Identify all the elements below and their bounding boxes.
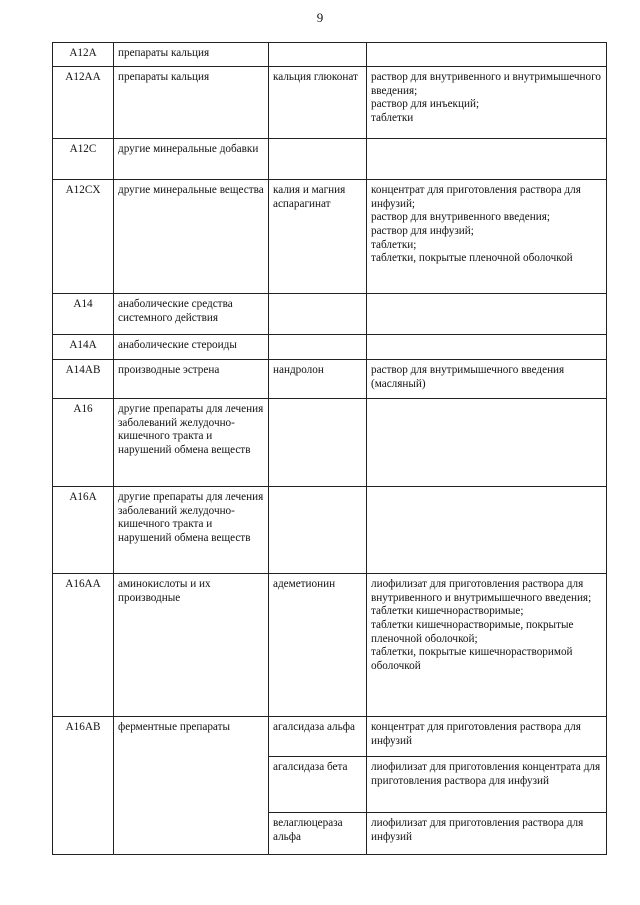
dosage-form-line: раствор для инфузий; <box>371 224 474 237</box>
group-name: аминокислоты и их производные <box>114 574 269 717</box>
dosage-forms <box>367 67 607 139</box>
drug-name <box>269 139 367 180</box>
dosage-form-line: таблетки; <box>371 238 417 251</box>
drug-name: кальция глюконат <box>269 67 367 139</box>
atc-code: A16AB <box>53 717 114 855</box>
dosage-forms <box>367 180 607 294</box>
group-name: другие препараты для лечения заболеваний желудочно-кишечного тракта и нарушений обмена веществ <box>114 399 269 487</box>
group-name: препараты кальция <box>114 43 269 67</box>
table-row <box>53 574 607 717</box>
table-row <box>53 139 607 180</box>
drug-name: агалсидаза альфа <box>269 717 367 757</box>
dosage-form-line: таблетки, покрытые пленочной оболочкой <box>371 252 573 265</box>
table-row <box>53 43 607 67</box>
atc-code: A12A <box>53 43 114 67</box>
atc-code: A16A <box>53 487 114 574</box>
drug-name <box>269 335 367 360</box>
drug-name <box>269 487 367 574</box>
group-name: анаболические стероиды <box>114 335 269 360</box>
drug-name <box>269 399 367 487</box>
atc-code: A14 <box>53 294 114 335</box>
atc-code: A12AA <box>53 67 114 139</box>
group-name: другие препараты для лечения заболеваний желудочно-кишечного тракта и нарушений обмена веществ <box>114 487 269 574</box>
dosage-form-line: концентрат для приготовления раствора для инфузий; <box>371 184 581 210</box>
dosage-forms <box>367 487 607 574</box>
dosage-form-line: лиофилизат для приготовления раствора для внутривенного и внутримышечного введения; <box>371 578 592 604</box>
group-name: анаболические средства системного действия <box>114 294 269 335</box>
table-row <box>53 399 607 487</box>
group-name: препараты кальция <box>114 67 269 139</box>
atc-code: A16AA <box>53 574 114 717</box>
drug-name: велаглюцераза альфа <box>269 813 367 855</box>
group-name: другие минеральные добавки <box>114 139 269 180</box>
dosage-form-line: таблетки, покрытые кишечнорастворимой оболочкой <box>371 646 573 672</box>
atc-code: A14AB <box>53 360 114 399</box>
dosage-forms <box>367 139 607 180</box>
table-row <box>53 335 607 360</box>
dosage-form-line: раствор для инъекций; <box>371 98 480 111</box>
drug-name: нандролон <box>269 360 367 399</box>
dosage-form-line: таблетки кишечнорастворимые; <box>371 605 524 618</box>
group-name: производные эстрена <box>114 360 269 399</box>
table-row <box>53 487 607 574</box>
table-row <box>53 67 607 139</box>
drug-name: агалсидаза бета <box>269 757 367 813</box>
drug-name <box>269 294 367 335</box>
dosage-forms <box>367 43 607 67</box>
dosage-forms: раствор для внутримышечного введения (масляный) <box>367 360 607 399</box>
dosage-forms: лиофилизат для приготовления раствора для инфузий <box>367 813 607 855</box>
dosage-forms <box>367 399 607 487</box>
table-row <box>53 360 607 399</box>
table-row <box>53 717 607 757</box>
table-row <box>53 180 607 294</box>
dosage-forms <box>367 335 607 360</box>
dosage-forms: лиофилизат для приготовления концентрата для приготовления раствора для инфузий <box>367 757 607 813</box>
dosage-form-line: таблетки кишечнорастворимые, покрытые пленочной оболочкой; <box>371 618 574 645</box>
atc-code: A14A <box>53 335 114 360</box>
drug-name <box>269 43 367 67</box>
page-number: 9 <box>316 10 324 25</box>
drug-name: адеметионин <box>269 574 367 717</box>
group-name: другие минеральные вещества <box>114 180 269 294</box>
dosage-form-line: раствор для внутривенного и внутримышечного введения; <box>371 71 602 97</box>
atc-code: A12CX <box>53 180 114 294</box>
drug-table <box>52 42 607 855</box>
dosage-forms <box>367 574 607 717</box>
table-row <box>53 294 607 335</box>
atc-code: A16 <box>53 399 114 487</box>
dosage-form-line: раствор для внутривенного введения; <box>371 211 550 224</box>
atc-code: A12C <box>53 139 114 180</box>
dosage-forms <box>367 294 607 335</box>
group-name: ферментные препараты <box>114 717 269 855</box>
drug-name: калия и магния аспарагинат <box>269 180 367 294</box>
dosage-form-line: таблетки <box>371 111 414 124</box>
dosage-forms: концентрат для приготовления раствора для инфузий <box>367 717 607 757</box>
